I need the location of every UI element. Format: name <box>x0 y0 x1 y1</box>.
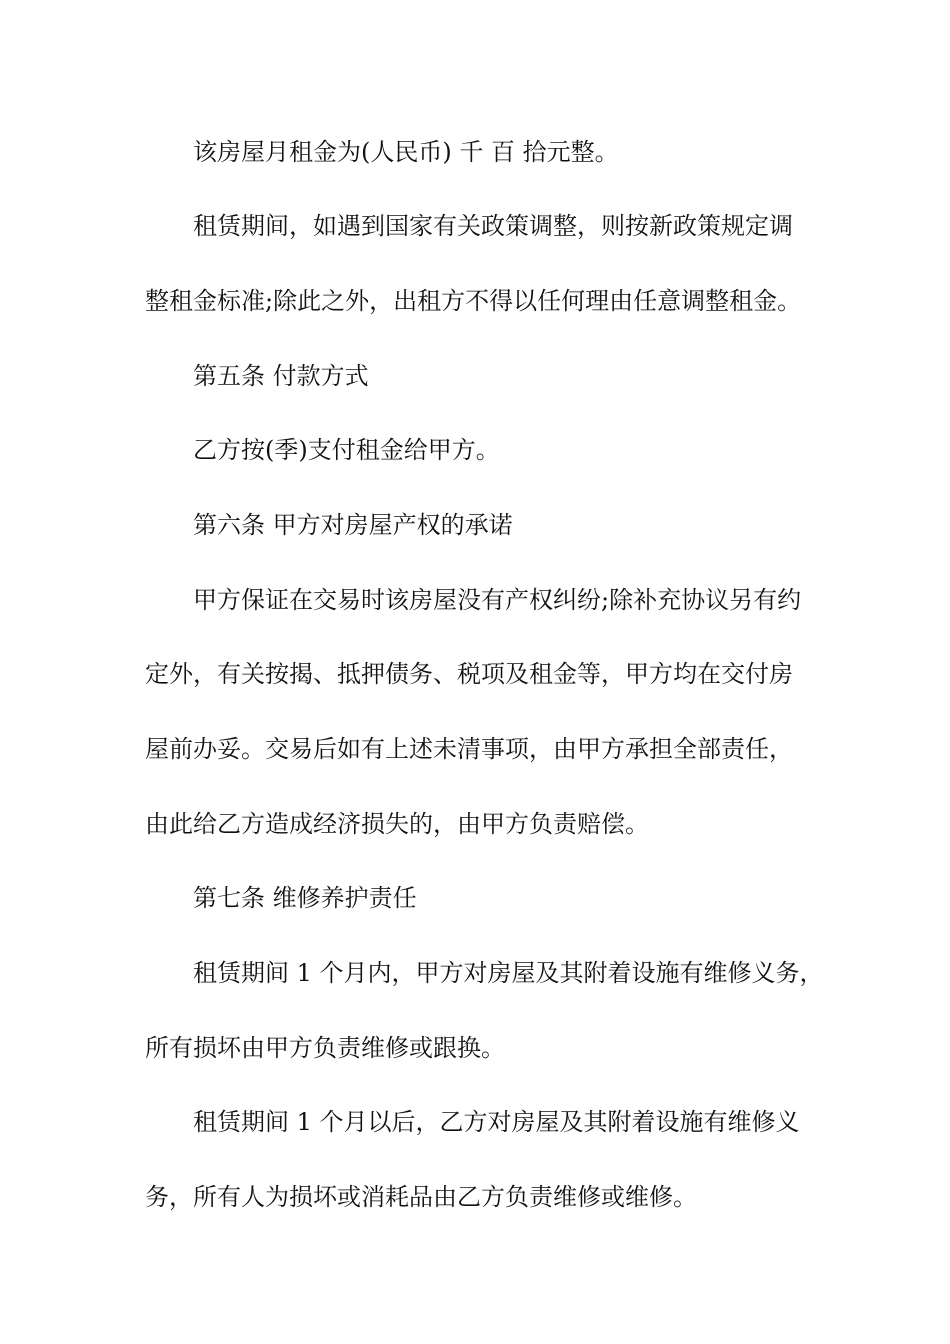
payment-method-line: 乙方按(季)支付租金给甲方。 <box>193 436 500 464</box>
rent-adjustment-line-2: 整租金标准;除此之外，出租方不得以任何理由任意调整租金。 <box>145 287 802 315</box>
maintenance-line-3: 租赁期间 1 个月以后，乙方对房屋及其附着设施有维修义 <box>193 1108 800 1136</box>
rent-amount-line: 该房屋月租金为(人民币) 千 百 拾元整。 <box>193 138 619 166</box>
maintenance-line-2: 所有损坏由甲方负责维修或跟换。 <box>145 1034 505 1062</box>
article-6-heading: 第六条 甲方对房屋产权的承诺 <box>193 511 513 539</box>
maintenance-line-1: 租赁期间 1 个月内，甲方对房屋及其附着设施有维修义务， <box>193 959 824 987</box>
ownership-guarantee-line-2: 定外，有关按揭、抵押债务、税项及租金等，甲方均在交付房 <box>145 660 793 688</box>
ownership-guarantee-line-4: 由此给乙方造成经济损失的，由甲方负责赔偿。 <box>145 810 649 838</box>
ownership-guarantee-line-3: 屋前办妥。交易后如有上述未清事项，由甲方承担全部责任， <box>145 735 793 763</box>
ownership-guarantee-line-1: 甲方保证在交易时该房屋没有产权纠纷;除补充协议另有约 <box>193 586 802 614</box>
article-7-heading: 第七条 维修养护责任 <box>193 884 417 912</box>
maintenance-line-4: 务，所有人为损坏或消耗品由乙方负责维修或维修。 <box>145 1183 697 1211</box>
rent-adjustment-line-1: 租赁期间，如遇到国家有关政策调整，则按新政策规定调 <box>193 212 793 240</box>
article-5-heading: 第五条 付款方式 <box>193 362 369 390</box>
